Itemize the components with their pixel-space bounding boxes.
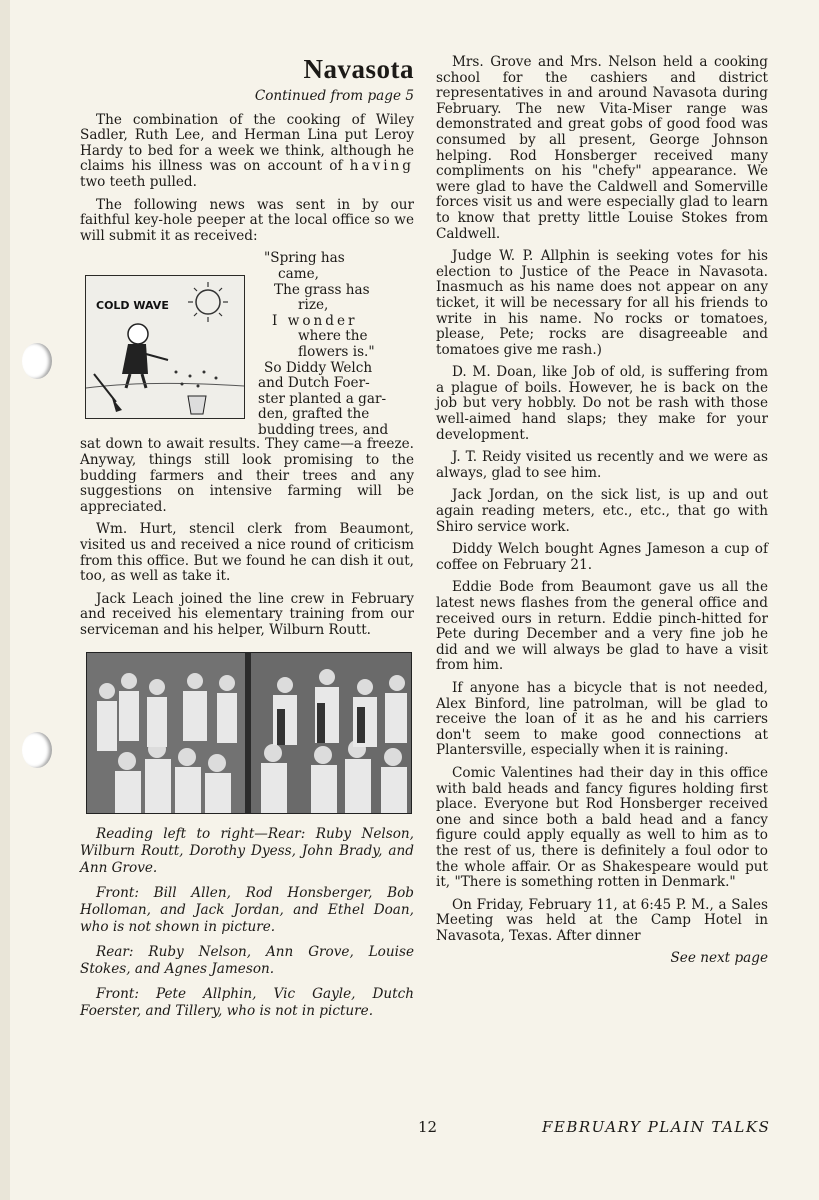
paragraph: sat down to await results. They came—a freeze. Anyway, things still look promising to the budding farmers and their trees and any suggestions on intensive farming will be appreciated. (80, 436, 414, 515)
group-photo (86, 652, 412, 814)
paragraph: If anyone has a bicycle that is not needed, Alex Binford, line patrolman, will be glad to receive the loan of it as he and his carriers don't seem to make good connections at Plantersville, especially when it is raining. (436, 679, 768, 759)
page-number: 12 (418, 1118, 438, 1136)
see-next-page-note: See next page (670, 950, 768, 967)
poem-with-cartoon (80, 251, 414, 437)
continued-note: Continued from page 5 (254, 88, 414, 104)
caption-line: Reading left to right—Rear: Ruby Nelson, Wilburn Routt, Dorothy Dyess, John Brady, and Ann Grove. (80, 826, 414, 877)
caption-line: Front: Pete Allphin, Vic Gayle, Dutch Foerster, and Tillery, who is not in picture. (80, 986, 414, 1020)
binder-hole (22, 732, 52, 768)
article-title: Navasota (303, 54, 414, 84)
paragraph: Comic Valentines had their day in this office with bald heads and fancy figures holding first place. Everyone but Rod Honsberger received one and since both a bald head and a fancy figure could apply equally as well to him as to the rest of us, there is definitely a foul odor to the whole affair. Or as Shakespeare would put it, "There is something rotten in Denmark." (436, 764, 768, 891)
photo-image-icon (87, 653, 411, 813)
paragraph: The combination of the cooking of Wiley Sadler, Ruth Lee, and Herman Lina put Leroy Hardy to bed for a week we think, although he claims his illness was on account of having two teeth pulled. (80, 111, 414, 190)
paragraph: The following news was sent in by our faithful key-hole peeper at the local office so we will submit it as received: (80, 196, 414, 244)
paragraph: Jack Leach joined the line crew in February and received his elementary training from our serviceman and his helper, Wilburn Routt. (80, 590, 414, 638)
poem-text: "Spring has came, The grass has rize, I wonder where the flowers is." So Diddy Welch and Dutch Foer- ster planted a gar- den, grafted the budding trees, and (258, 250, 389, 438)
paragraph: Wm. Hurt, stencil clerk from Beaumont, visited us and received a nice round of criticism from this office. But we found he can dish it out, too, as well as take it. (80, 521, 414, 585)
publication-title: FEBRUARY PLAIN TALKS (542, 1118, 771, 1136)
cartoon-drawing-icon (86, 276, 244, 418)
right-column (436, 55, 768, 974)
binder-hole (22, 343, 52, 379)
left-column (80, 55, 414, 1028)
paragraph: Eddie Bode from Beaumont gave us all the latest news flashes from the general office and received ours in return. Eddie pinch-hitted for Pete during December and a very fine job he did and we will always be glad to have a visit from him. (436, 579, 768, 674)
paragraph: Judge W. P. Allphin is seeking votes for his election to Justice of the Peace in Navasota. Inasmuch as his name does not appear on any ticket, it will be necessary for all his friends to write in his name. No rocks or tomatoes, please, Pete; rocks are disagreeable and tomatoes give me rash.) (436, 248, 768, 358)
paragraph: J. T. Reidy visited us recently and we were as always, glad to see him. (436, 449, 768, 481)
paragraph: Mrs. Grove and Mrs. Nelson held a cooking school for the cashiers and district representatives in and around Navasota during February. The new Vita-Miser range was demonstrated and great gobs of good food was consumed by all present, George Johnson helping. Rod Honsberger received many compliments on his "chefy" appearance. We were glad to have the Caldwell and Somerville forces visit us and were especially glad to learn to know that pretty little Louise Stokes from Caldwell. (436, 54, 768, 242)
page-edge (0, 0, 10, 1200)
photo-caption (80, 826, 414, 1020)
svg-text:COLD WAVE: COLD WAVE (96, 299, 169, 313)
paragraph: D. M. Doan, like Job of old, is suffering from a plague of boils. However, he is back on the job but very hobbly. Do not be rash with those well-aimed hand slaps; they make for your development. (436, 364, 768, 443)
paragraph: Jack Jordan, on the sick list, is up and out again reading meters, etc., etc., that go with Shiro service work. (436, 487, 768, 535)
cold-wave-cartoon (85, 275, 245, 419)
caption-line: Front: Bill Allen, Rod Honsberger, Bob Holloman, and Jack Jordan, and Ethel Doan, who is not shown in picture. (80, 885, 414, 936)
paragraph: On Friday, February 11, at 6:45 P. M., a Sales Meeting was held at the Camp Hotel in Navasota, Texas. After dinner (436, 896, 768, 944)
paragraph: Diddy Welch bought Agnes Jameson a cup of coffee on February 21. (436, 541, 768, 573)
caption-line: Rear: Ruby Nelson, Ann Grove, Louise Stokes, and Agnes Jameson. (80, 944, 414, 978)
